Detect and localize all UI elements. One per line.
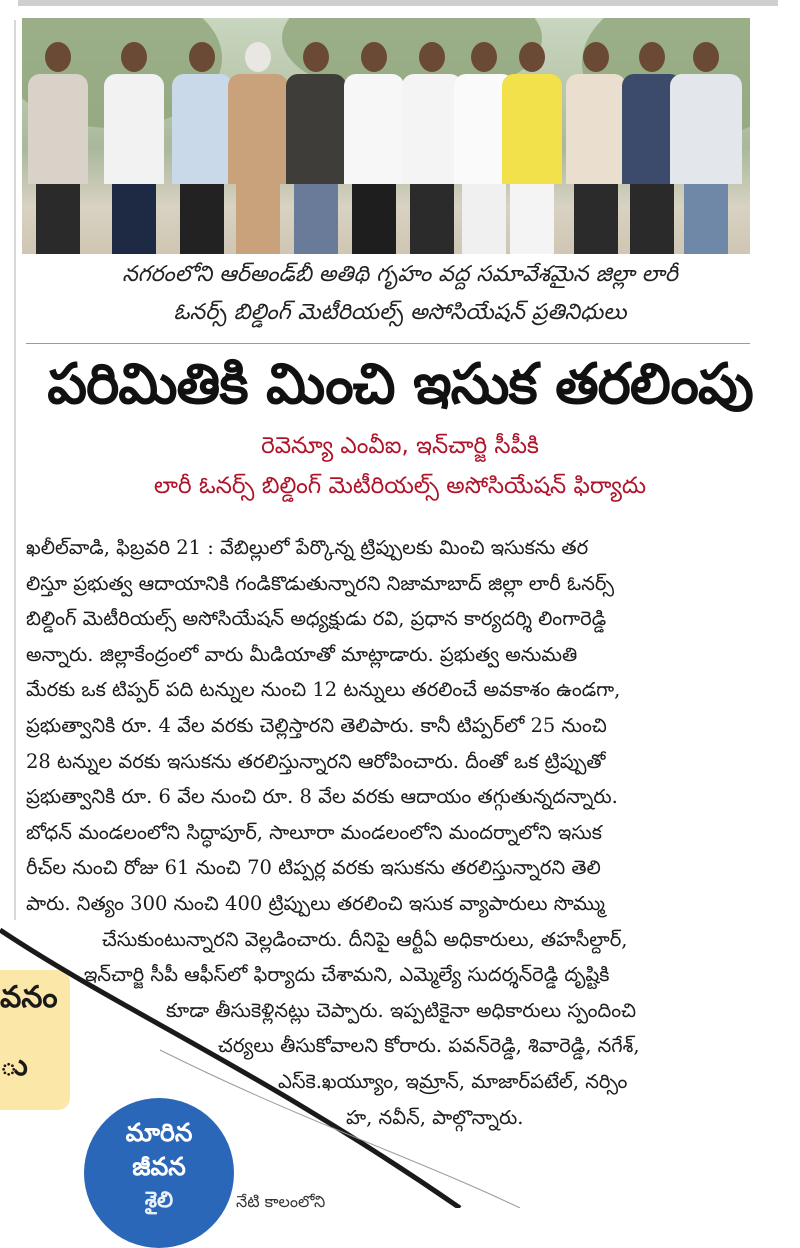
photo-caption-line1: నగరంలోని ఆర్‌అండ్‌బీ అతిథి గృహం వద్ద సమావేశమైన జిల్లా లారీ [122, 262, 678, 287]
promo-circle-line1: మారిన [125, 1118, 193, 1147]
article-line: చర్యలు తీసుకోవాలని కోరారు. పవన్‌రెడ్డి, శివారెడ్డి, నగేశ్, [218, 1034, 640, 1058]
headline: పరిమితికి మించి ఇసుక తరలింపు [47, 352, 753, 417]
article-line: బిల్డింగ్ మెటీరియల్స్ అసోసియేషన్ అధ్యక్షుడు రవి, ప్రధాన కార్యదర్శి లింగారెడ్డి [26, 607, 607, 631]
promo-circle-line2: జీవన [132, 1152, 186, 1181]
promo-circle-line3: శైలి [144, 1188, 174, 1213]
side-box-text-bottom: ు [0, 1048, 28, 1083]
article-line: చేసుకుంటున్నారని వెల్లడించారు. దీనిపై ఆర్టీఏ అధికారులు, తహసీల్దార్, [102, 927, 628, 951]
article-line: లిస్తూ ప్రభుత్వ ఆదాయానికి గండికొడుతున్నారని నిజామాబాద్ జిల్లా లారీ ఓనర్స్ [26, 571, 615, 595]
column-divider [14, 20, 16, 920]
news-photo [22, 18, 750, 254]
article-line: బోధన్ మండలంలోని సిద్ధాపూర్, సాలూరా మండలంలోని మందర్నాలోని ఇసుక [26, 820, 602, 844]
article-line: ఇన్‌చార్జి సీపీ ఆఫీస్‌లో ఫిర్యాదు చేశామని, ఎమ్మెల్యే సుదర్శన్‌రెడ్డి దృష్టికి [84, 963, 610, 987]
article-body [26, 530, 756, 1135]
article-line: ప్రభుత్వానికి రూ. 4 వేల వరకు చెల్లిస్తారని తెలిపారు. కానీ టిప్పర్‌లో 25 నుంచి [26, 713, 607, 737]
article-line: అన్నారు. జిల్లాకేంద్రంలో వారు మీడియాతో మాట్లాడారు. ప్రభుత్వ అనుమతి [26, 642, 578, 666]
photo-caption-line2: ఓనర్స్ బిల్డింగ్ మెటీరియల్స్ అసోసియేషన్ ప్రతినిధులు [173, 300, 627, 325]
side-box-text-top: వనం [0, 980, 58, 1015]
article-line: ఎస్‌కె.ఖయ్యూం, ఇమ్రాన్, మాజార్‌పటేల్, నర్సిం [278, 1069, 628, 1093]
top-rule [18, 0, 778, 6]
subheadline-line1: రెవెన్యూ ఎంవీఐ, ఇన్‌చార్జి సీపీకి [261, 433, 539, 459]
caption-divider [26, 343, 750, 344]
article-line: ఖలీల్‌వాడి, ఫిబ్రవరి 21 : వేబిల్లులో పేర్కొన్న ట్రిప్పులకు మించి ఇసుకను తర [26, 536, 589, 559]
article-line: పారు. నిత్యం 300 నుంచి 400 ట్రిప్పులు తరలించి ఇసుక వ్యాపారులు సొమ్ము [26, 891, 605, 915]
article-line: 28 టన్నుల వరకు ఇసుకను తరలిస్తున్నారని ఆరోపించారు. దీంతో ఒక ట్రిప్పుతో [26, 749, 606, 773]
article-line: రీచ్‌ల నుంచి రోజు 61 నుంచి 70 టిప్పర్ల వరకు ఇసుకను తరలిస్తున్నారని తెలి [26, 856, 601, 880]
subheadline-line2: లారీ ఓనర్స్ బిల్డింగ్ మెటీరియల్స్ అసోసియేషన్ ఫిర్యాదు [153, 473, 647, 499]
article-line: మేరకు ఒక టిప్పర్ పది టన్నుల నుంచి 12 టన్నులు తరలించే అవకాశం ఉండగా, [26, 678, 621, 702]
article-line: కూడా తీసుకెళ్లినట్లు చెప్పారు. ఇప్పటికైనా అధికారులు స్పందించి [166, 998, 637, 1022]
footer-snippet: నేటి కాలంలోని [236, 1192, 326, 1211]
article-line: ప్రభుత్వానికి రూ. 6 వేల నుంచి రూ. 8 వేల వరకు ఆదాయం తగ్గుతున్నదన్నారు. [26, 785, 618, 809]
article-line: హ, నవీన్, పాల్గొన్నారు. [346, 1105, 524, 1129]
